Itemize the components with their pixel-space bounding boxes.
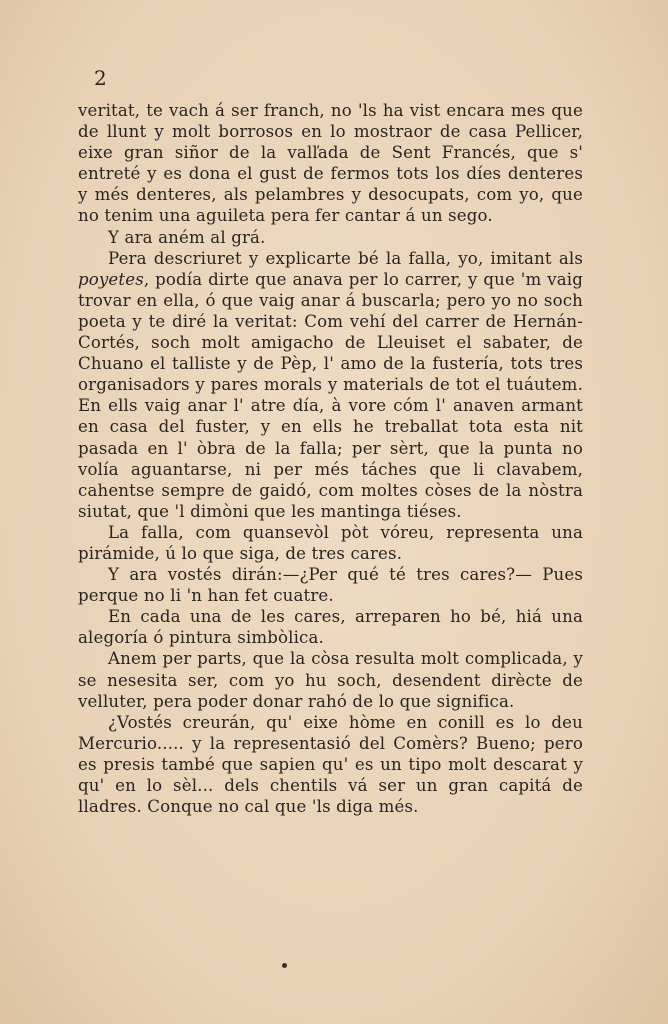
paragraph-3-text: Pera descriuret y explicarte bé la falla, yo, imitant als poyetes, podía dirte que anava per lo carrer, y que 'm vaig trovar en ella, ó que vaig anar á buscarla; pero yo no soch poeta y te diré la veritat: Com vehí del carrer de Hernán-Cortés, soch molt amigacho de Lleuiset el sabater, de Chuano el talliste y de Pèp, l' amo de la fustería, tots tres organisadors y pares morals y materials de tot el tuáutem. En ells vaig anar l' atre día, à vore cóm l' anaven armant en casa del fuster, y en ells he treballat tota esta nit pasada en l' òbra de la falla; per sèrt, que la punta no volía aguantarse, ni per més táches que li clavabem, cahentse sempre de gaidó, com moltes còses de la nòstra siutat, que 'l dimòni que les mantinga tiéses.: [78, 248, 583, 521]
printer-mark: [282, 963, 287, 968]
paragraph-5: Y ara vostés dirán:—¿Per qué té tres cares?— Pues perque no li 'n han fet cuatre.: [78, 565, 583, 606]
paragraph-1: veritat, te vach á ser franch, no 'ls ha vist encara mes que de llunt y molt borrosos en lo mostraor de casa Pellicer, eixe gran siñor de la valľada de Sent Francés, que s' entreté y es dona el gust de fermos tots los díes denteres y més denteres, als pelambres y desocupats, com yo, que no tenim una aguileta pera fer cantar á un sego.: [78, 101, 583, 226]
page-number: 2: [94, 66, 107, 90]
paragraph-6: En cada una de les cares, arreparen ho bé, hiá una alegoría ó pintura simbòlica.: [78, 607, 583, 648]
paragraph-4: La falla, com quansevòl pòt vóreu, representa una pirámide, ú lo que siga, de tres cares.: [78, 522, 583, 563]
paragraph-8: ¿Vostés creurán, qu' eixe hòme en conill es lo deu Mercurio..... y la representasió del Comèrs? Bueno; pero es presis també que sapien qu' es un tipo molt descarat y qu' en lo sèl... dels chentils vá ser un gran capitá de lladres. Conque no cal que 'ls diga més.: [78, 712, 583, 817]
paragraph-3: [78, 248, 583, 522]
italic-word: poyetes: [78, 269, 144, 289]
page-body: [78, 100, 583, 817]
paragraph-2: Y ara aném al grá.: [108, 227, 266, 247]
paragraph-7: Anem per parts, que la còsa resulta molt complicada, y se nesesita ser, com yo hu soch, desendent dirècte de velluter, pera poder donar rahó de lo que significa.: [78, 649, 583, 711]
